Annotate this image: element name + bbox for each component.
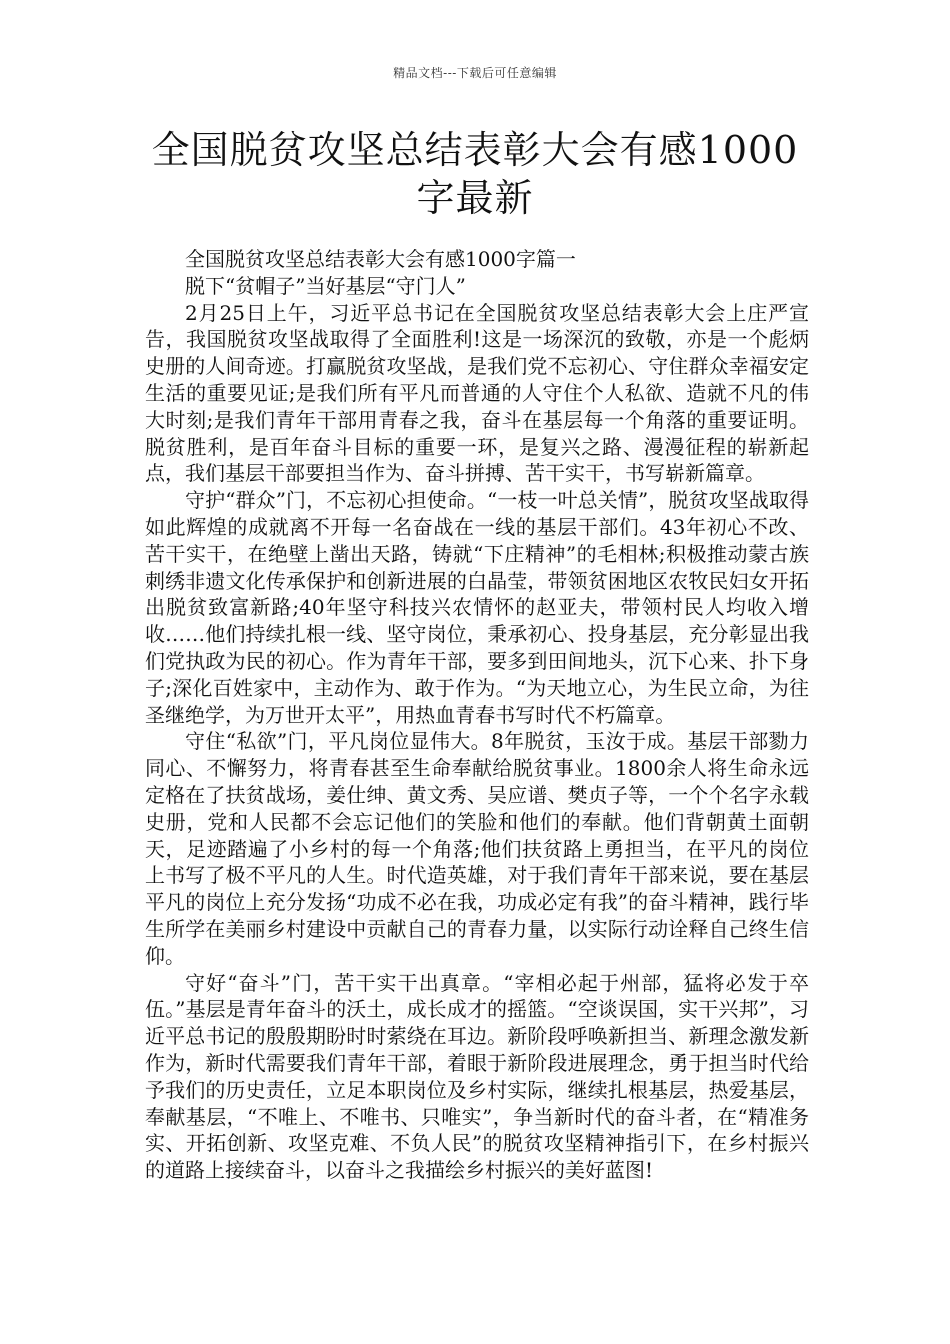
paragraph-intro: 2月25日上午，习近平总书记在全国脱贫攻坚总结表彰大会上庄严宣告，我国脱贫攻坚战取得了全面胜利!这是一场深沉的致敬，亦是一个彪炳史册的人间奇迹。打赢脱贫攻坚战，是我们党不忘初心、守住群众幸福安定生活的重要见证;是我们所有平凡而普通的人守住个人私欲、造就不凡的伟大时刻;是我们青年干部用青春之我，奋斗在基层每一个角落的重要证明。脱贫胜利，是百年奋斗目标的重要一环，是复兴之路、漫漫征程的崭新起点，我们基层干部要担当作为、奋斗拼搏、苦干实干，书写崭新篇章。: [145, 300, 809, 486]
paragraph-desire: 守住“私欲”门，平凡岗位显伟大。8年脱贫，玉汝于成。基层干部勠力同心、不懈努力，将青春甚至生命奉献给脱贫事业。1800余人将生命永远定格在了扶贫战场，姜仕绅、黄文秀、吴应谱、樊贞子等，一个个名字永载史册，党和人民都不会忘记他们的笑脸和他们的奉献。他们背朝黄土面朝天，足迹踏遍了小乡村的每一个角落;他们扶贫路上勇担当，在平凡的岗位上书写了极不平凡的人生。时代造英雄，对于我们青年干部来说，要在基层平凡的岗位上充分发扬“功成不必在我，功成必定有我”的奋斗精神，践行毕生所学在美丽乡村建设中贡献自己的青春力量，以实际行动诠释自己终生信仰。: [145, 729, 809, 968]
article-subtitle: 脱下“贫帽子”当好基层“守门人”: [185, 273, 466, 298]
section-heading: 全国脱贫攻坚总结表彰大会有感1000字篇一: [185, 247, 576, 271]
header-note: 精品文档---下载后可任意编辑: [393, 66, 557, 80]
paragraph-masses: 守护“群众”门，不忘初心担使命。“一枝一叶总关情”，脱贫攻坚战取得如此辉煌的成就离不开每一名奋战在一线的基层干部们。43年初心不改、苦干实干，在绝壁上凿出天路，铸就“下庄精神”的毛相林;积极推动蒙古族刺绣非遗文化传承保护和创新进展的白晶莹，带领贫困地区农牧民妇女开拓出脱贫致富新路;40年坚守科技兴农情怀的赵亚夫，带领村民人均收入增收……他们持续扎根一线、坚守岗位，秉承初心、投身基层，充分彰显出我们党执政为民的初心。作为青年干部，要多到田间地头，沉下心来、扑下身子;深化百姓家中，主动作为、敢于作为。“为天地立心，为生民立命，为往圣继绝学，为万世开太平”，用热血青春书写时代不朽篇章。: [145, 488, 809, 727]
document-body: [145, 246, 809, 1184]
paragraph-struggle: 守好“奋斗”门，苦干实干出真章。“宰相必起于州部，猛将必发于卒伍。”基层是青年奋斗的沃土，成长成才的摇篮。“空谈误国，实干兴邦”，习近平总书记的殷殷期盼时时萦绕在耳边。新阶段呼唤新担当、新理念激发新作为，新时代需要我们青年干部，着眼于新阶段进展理念，勇于担当时代给予我们的历史责任，立足本职岗位及乡村实际，继续扎根基层，热爱基层，奉献基层，“不唯上、不唯书、只唯实”，争当新时代的奋斗者，在“精准务实、开拓创新、攻坚克难、不负人民”的脱贫攻坚精神指引下，在乡村振兴的道路上接续奋斗，以奋斗之我描绘乡村振兴的美好蓝图!: [145, 970, 809, 1183]
document-title: 全国脱贫攻坚总结表彰大会有感1000字最新: [151, 128, 799, 220]
